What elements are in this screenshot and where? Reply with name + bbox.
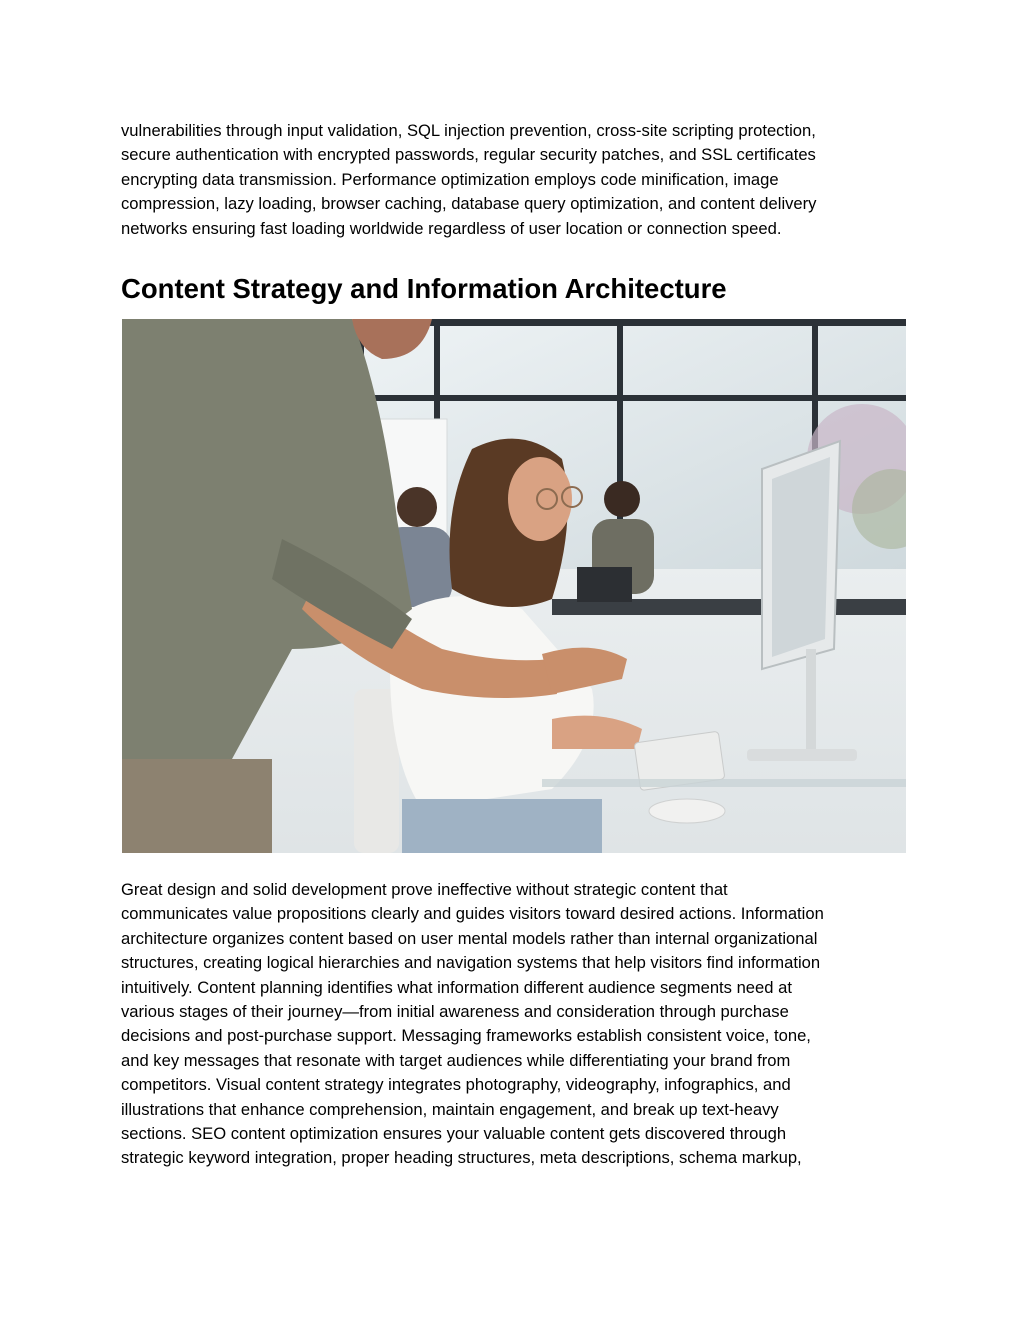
text-line: vulnerabilities through input validation, SQL injection prevention, cross-site scripting protection, [121,121,816,140]
text-line: secure authentication with encrypted passwords, regular security patches, and SSL certificates [121,145,816,165]
section-heading: Content Strategy and Information Architecture [121,273,727,304]
office-photo-illustration [122,319,906,853]
text-line: decisions and post-purchase support. Messaging frameworks establish consistent voice, tone, [121,1026,811,1046]
text-line: compression, lazy loading, browser caching, database query optimization, and content delivery [121,194,817,214]
text-line: competitors. Visual content strategy integrates photography, videography, infographics, and [121,1075,791,1095]
text-line: strategic keyword integration, proper heading structures, meta descriptions, schema markup, [121,1148,802,1168]
text-line: Great design and solid development prove ineffective without strategic content that [121,880,728,899]
text-line: networks ensuring fast loading worldwide regardless of user location or connection speed. [121,218,782,238]
text-line: illustrations that enhance comprehension, maintain engagement, and break up text-heavy [121,1099,779,1119]
text-line: structures, creating logical hierarchies and navigation systems that help visitors find information [121,953,821,973]
text-line: sections. SEO content optimization ensures your valuable content gets discovered through [121,1124,787,1144]
text-line: encrypting data transmission. Performance optimization employs code minification, image [121,169,779,189]
text-line: architecture organizes content based on user mental models rather than internal organizational [121,928,818,948]
paragraph-content-strategy [121,878,911,1171]
text-line: various stages of their journey—from initial awareness and consideration through purchase [121,1002,789,1022]
text-line: communicates value propositions clearly and guides visitors toward desired actions. Information [121,904,824,924]
office-collaboration-photo [122,319,906,853]
text-line: intuitively. Content planning identifies what information different audience segments need at [121,977,792,997]
text-line: and key messages that resonate with target audiences while differentiating your brand from [121,1050,791,1070]
paragraph-security-performance [121,119,911,241]
